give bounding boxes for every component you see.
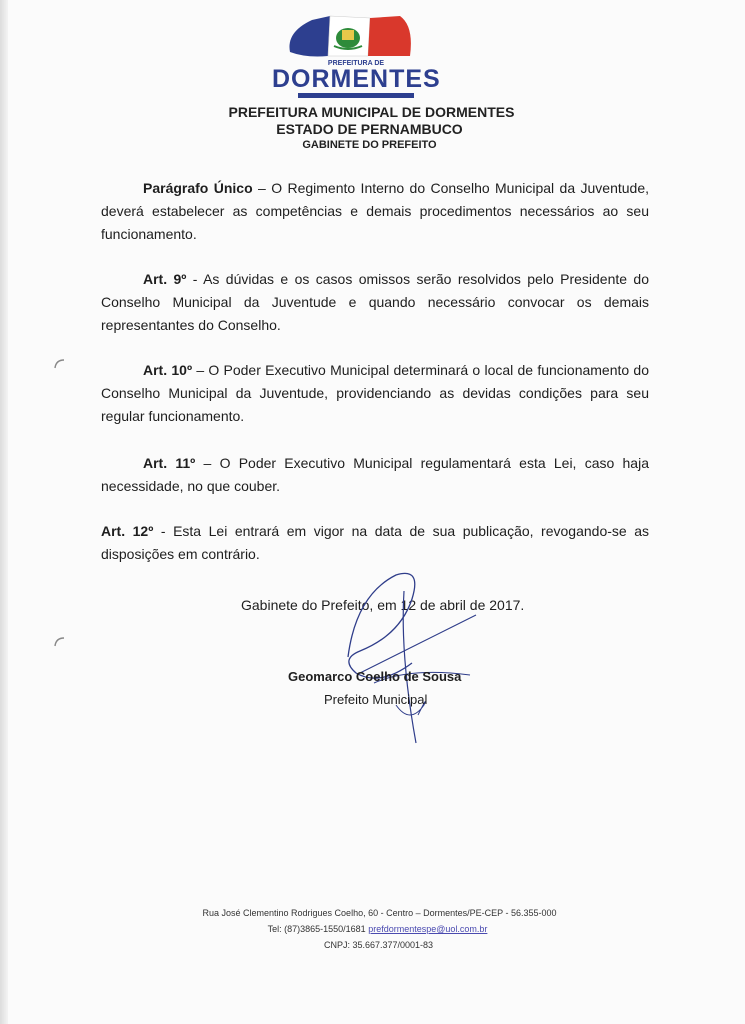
signatory-title: Prefeito Municipal — [324, 692, 428, 707]
article-text: - As dúvidas e os casos omissos serão resolvidos pelo Presidente do Conselho Municipal da Juventude e quando necessário convocar os demais representantes do Conselho. — [101, 271, 650, 333]
punch-hole-mark — [52, 356, 68, 372]
article-label: Art. 12º — [101, 523, 154, 539]
logo-small-text: PREFEITURA DE — [327, 60, 385, 67]
handwritten-signature — [300, 555, 500, 755]
article-label: Art. 10º — [143, 362, 193, 378]
article-10 — [101, 359, 649, 428]
article-text: - Esta Lei entrará em vigor na data de sua publicação, revogando-se as disposições em contrário. — [101, 523, 649, 562]
footer-email-link[interactable]: prefdormentespe@uol.com.br — [368, 924, 488, 934]
logo-underline-bar — [298, 93, 414, 98]
paragraph-text: – O Regimento Interno do Conselho Municipal da Juventude, deverá estabelecer as competências e demais procedimentos necessários ao seu funcionamento. — [101, 180, 649, 242]
article-9 — [101, 268, 649, 337]
paragraph-unico — [101, 177, 649, 246]
header-office: GABINETE DO PREFEITO — [302, 139, 437, 151]
footer-phone: Tel: (87)3865-1550/1681 — [267, 924, 369, 934]
header-state: ESTADO DE PERNAMBUCO — [276, 121, 463, 137]
footer-contact — [5, 924, 745, 934]
place-and-date: Gabinete do Prefeito, em 12 de abril de 2017. — [241, 597, 525, 613]
punch-hole-mark — [52, 634, 68, 650]
article-text: – O Poder Executivo Municipal determinará o local de funcionamento do Conselho Municipal da Juventude, providenciando as devidas condições para seu regular funcionamento. — [101, 362, 650, 424]
paragraph-label: Parágrafo Único — [143, 180, 253, 196]
signatory-name: Geomarco Coelho de Sousa — [288, 669, 462, 684]
article-label: Art. 9º — [143, 271, 187, 287]
flag-emblem-icon — [272, 12, 440, 62]
footer-cnpj: CNPJ: 35.667.377/0001-83 — [323, 940, 434, 950]
article-11 — [101, 452, 649, 498]
article-label: Art. 11º — [143, 455, 196, 471]
article-text: – O Poder Executivo Municipal regulamentará esta Lei, caso haja necessidade, no que couber. — [101, 455, 649, 494]
footer-address: Rua José Clementino Rodrigues Coelho, 60 - Centro – Dormentes/PE-CEP - 56.355-000 — [202, 908, 557, 918]
logo-wordmark: DORMENTES — [272, 65, 441, 93]
page-left-edge — [0, 0, 8, 1024]
header-municipality: PREFEITURA MUNICIPAL DE DORMENTES — [228, 104, 515, 120]
municipality-logo — [272, 12, 440, 100]
